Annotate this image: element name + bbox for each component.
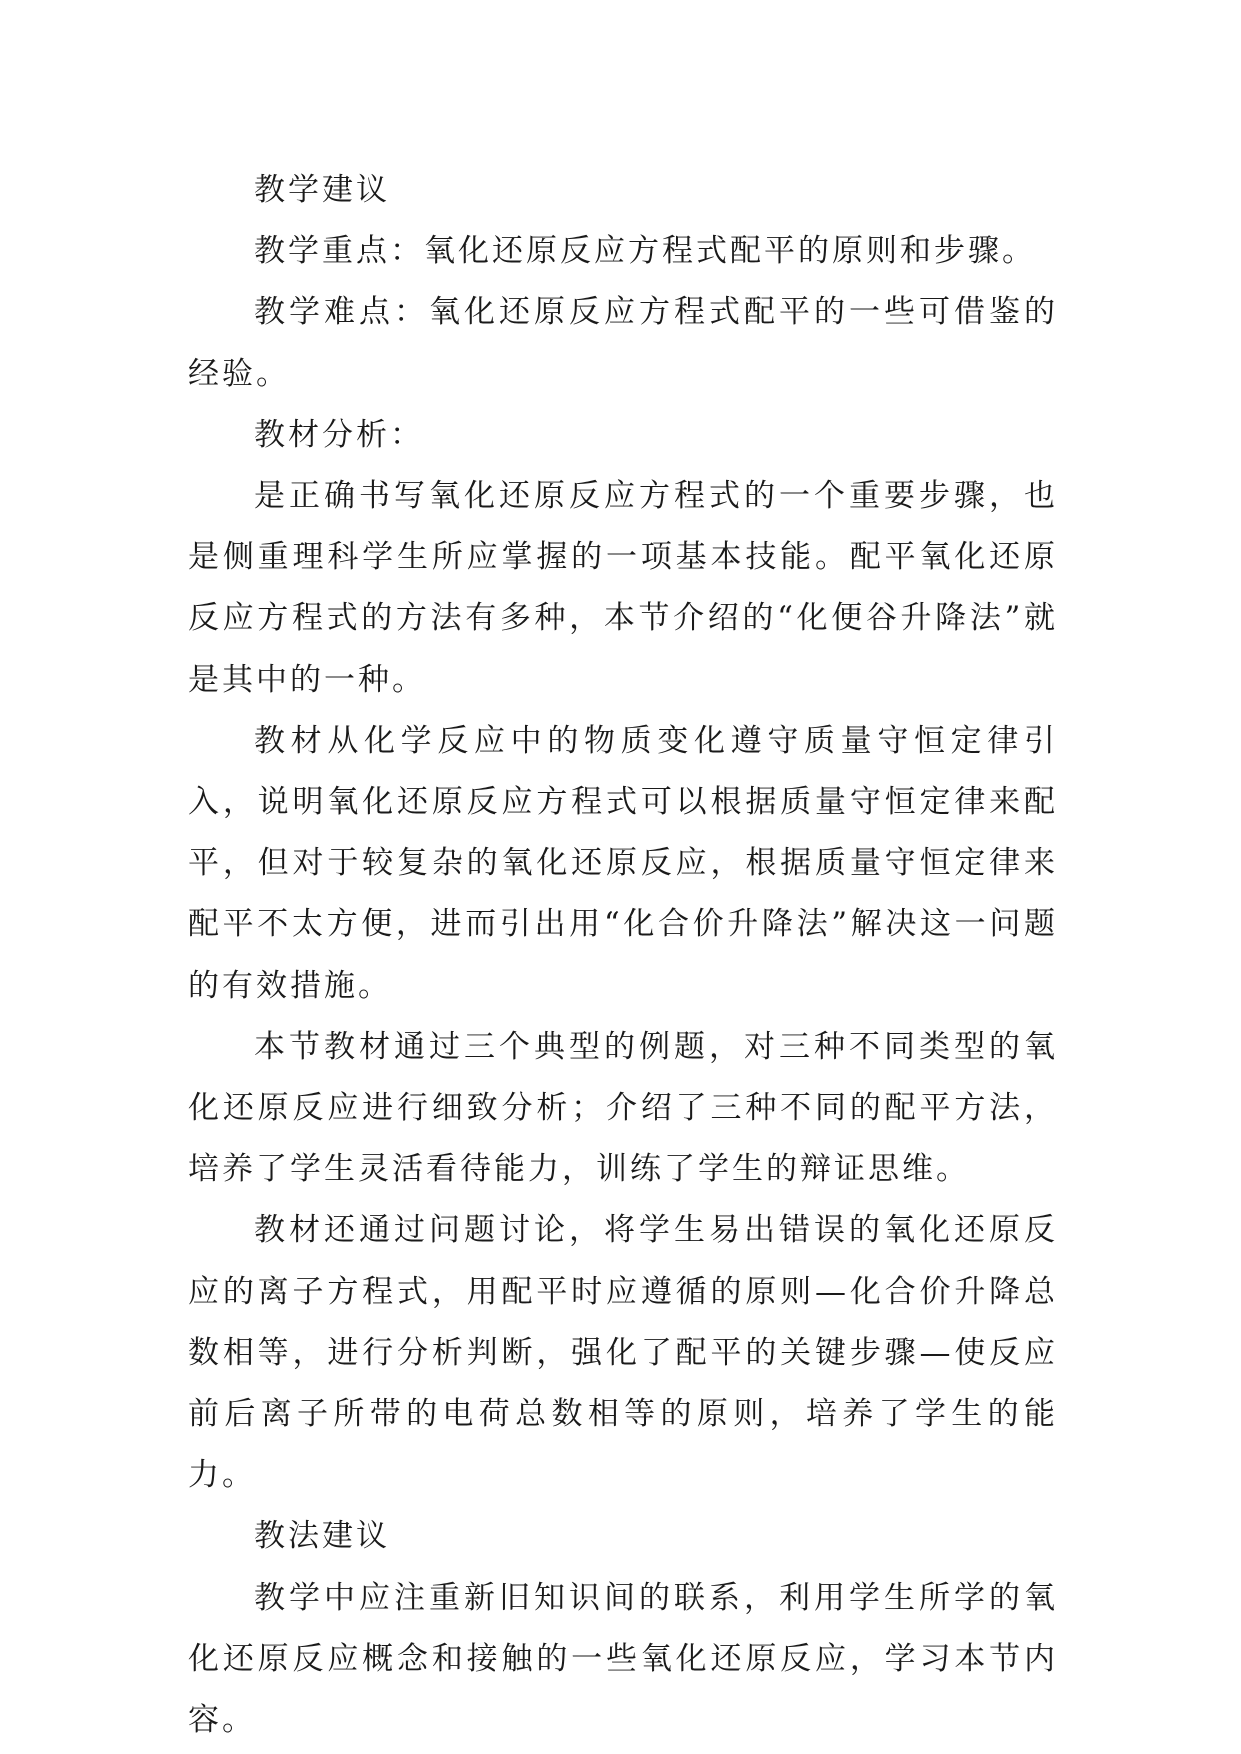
paragraph-analysis-2: 教材从化学反应中的物质变化遵守质量守恒定律引入，说明氧化还原反应方程式可以根据质量守恒定律来配平，但对于较复杂的氧化还原反应，根据质量守恒定律来配平不太方便，进而引出用“化合价升降法”解决这一问题的有效措施。 (188, 722, 1058, 1004)
heading-teaching-suggestions: 教学建议 (254, 172, 390, 208)
paragraph-teaching-difficulty: 教学难点：氧化还原反应方程式配平的一些可借鉴的经验。 (188, 294, 1058, 392)
paragraph-analysis-4: 教材还通过问题讨论，将学生易出错误的氧化还原反应的离子方程式，用配平时应遵循的原则—化合价升降总数相等，进行分析判断，强化了配平的关键步骤—使反应前后离子所带的电荷总数相等的原则，培养了学生的能力。 (188, 1212, 1058, 1494)
paragraph-teaching-focus: 教学重点：氧化还原反应方程式配平的原则和步骤。 (254, 233, 1036, 270)
heading-textbook-analysis: 教材分析： (254, 416, 424, 453)
paragraph-method-1: 教学中应注重新旧知识间的联系，利用学生所学的氧化还原反应概念和接触的一些氧化还原反应，学习本节内容。 (188, 1579, 1058, 1739)
heading-method-suggestions: 教法建议 (254, 1518, 390, 1555)
document-body (188, 160, 1058, 1751)
paragraph-analysis-1: 是正确书写氧化还原反应方程式的一个重要步骤，也是侧重理科学生所应掌握的一项基本技能。配平氧化还原反应方程式的方法有多种，本节介绍的“化便谷升降法”就是其中的一种。 (188, 478, 1058, 698)
paragraph-analysis-3: 本节教材通过三个典型的例题，对三种不同类型的氧化还原反应进行细致分析；介绍了三种不同的配平方法，培养了学生灵活看待能力，训练了学生的辩证思维。 (188, 1028, 1058, 1188)
